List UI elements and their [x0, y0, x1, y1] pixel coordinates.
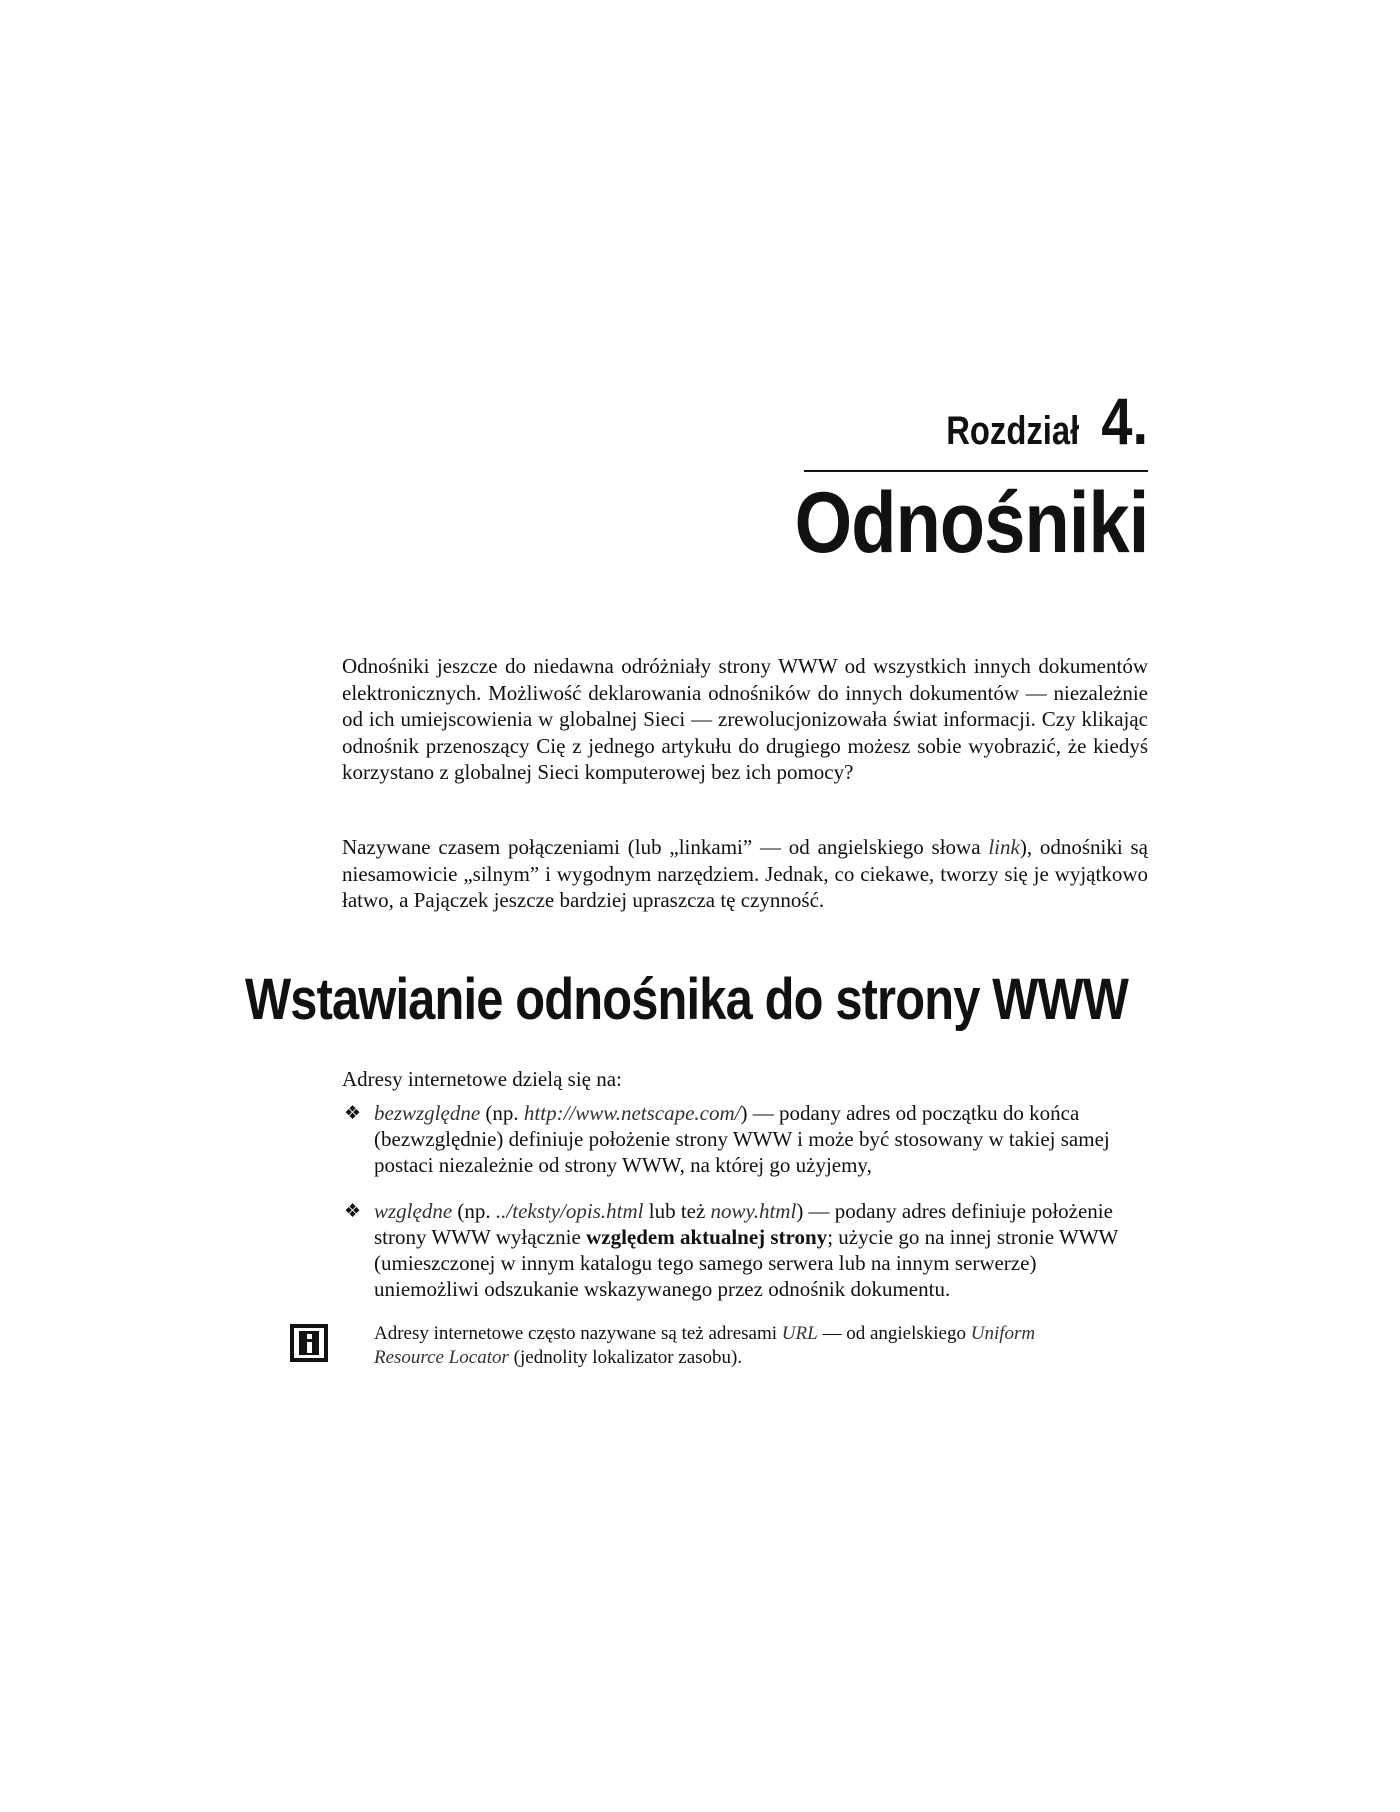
chapter-label [917, 384, 1148, 458]
item-text: ; użycie go na innej stronie WWW (umieszczonej w innym katalogu tego samego serwera lub na innym serwerze) uniemożliwi odszukanie wskazywanego przez odnośnik dokumentu. [374, 1225, 1118, 1301]
note-text-part: (jednolity lokalizator zasobu). [508, 1347, 743, 1368]
info-icon [290, 1324, 328, 1362]
chapter-number: 4. [1101, 384, 1148, 458]
example-path: ../teksty/opis.html [495, 1199, 644, 1223]
item-text: (np. [480, 1101, 524, 1125]
note-text-part: Adresy internetowe często nazywane są też adresami [374, 1323, 782, 1344]
item-text: ) — podany adres od początku do końca (bezwzględnie) definiuje położenie strony WWW i może być stosowany w takiej samej postaci niezależnie od strony WWW, na której go użyjemy, [374, 1101, 1110, 1177]
item-text: (np. [452, 1199, 496, 1223]
example-url: http://www.netscape.com/ [523, 1101, 741, 1125]
term: bezwzględne [374, 1101, 481, 1125]
note-text-part: — od angielskiego [817, 1323, 971, 1344]
term: względne [374, 1199, 453, 1223]
intro-text: Nazywane czasem połączeniami (lub „linkami” — od angielskiego słowa [342, 835, 989, 859]
intro-link-term: link [988, 835, 1020, 859]
intro-text: ), odnośniki są niesamowicie „silnym” i wygodnym narzędziem. Jednak, co ciekawe, tworzy się je wyjątkowo łatwo, a Pajączek jeszcze bardziej upraszcza tę czynność. [342, 835, 1149, 912]
chapter-word: Rozdział [945, 409, 1079, 453]
info-icon-glyph [299, 1331, 319, 1355]
address-type-list [342, 1100, 1148, 1322]
intro-paragraph: Odnośniki jeszcze do niedawna odróżniały strony WWW od wszystkich innych dokumentów elektronicznych. Możliwość deklarowania odnośników do innych dokumentów — niezależnie od ich umiejscowienia w globalnej Sieci — zrewolucjonizowała świat informacji. Czy klikając odnośnik przenoszący Cię z jednego artykułu do drugiego możesz sobie wyobrazić, że kiedyś korzystano z globalnej Sieci komputerowej bez ich pomocy? [342, 654, 1148, 784]
list-intro: Adresy internetowe dzielą się na: [342, 1067, 622, 1091]
list-item [342, 1100, 1130, 1178]
diamond-bullet-icon: ❖ [344, 1102, 362, 1124]
list-item [342, 1198, 1130, 1302]
item-text: lub też [643, 1199, 711, 1223]
note-url-term: URL [781, 1323, 818, 1344]
item-text: ) — podany adres definiuje położenie strony WWW wyłącznie [374, 1199, 1113, 1249]
example-path: nowy.html [710, 1199, 797, 1223]
note-text [374, 1322, 1094, 1370]
section-heading: Wstawianie odnośnika do strony WWW [245, 967, 1128, 1032]
chapter-divider [804, 470, 1148, 472]
intro-paragraph [342, 834, 1148, 914]
emphasis-text: względem aktualnej strony [586, 1225, 828, 1249]
diamond-bullet-icon: ❖ [344, 1200, 362, 1222]
chapter-title: Odnośniki [794, 475, 1148, 571]
note-english-term: Uniform Resource Locator [374, 1323, 1036, 1368]
